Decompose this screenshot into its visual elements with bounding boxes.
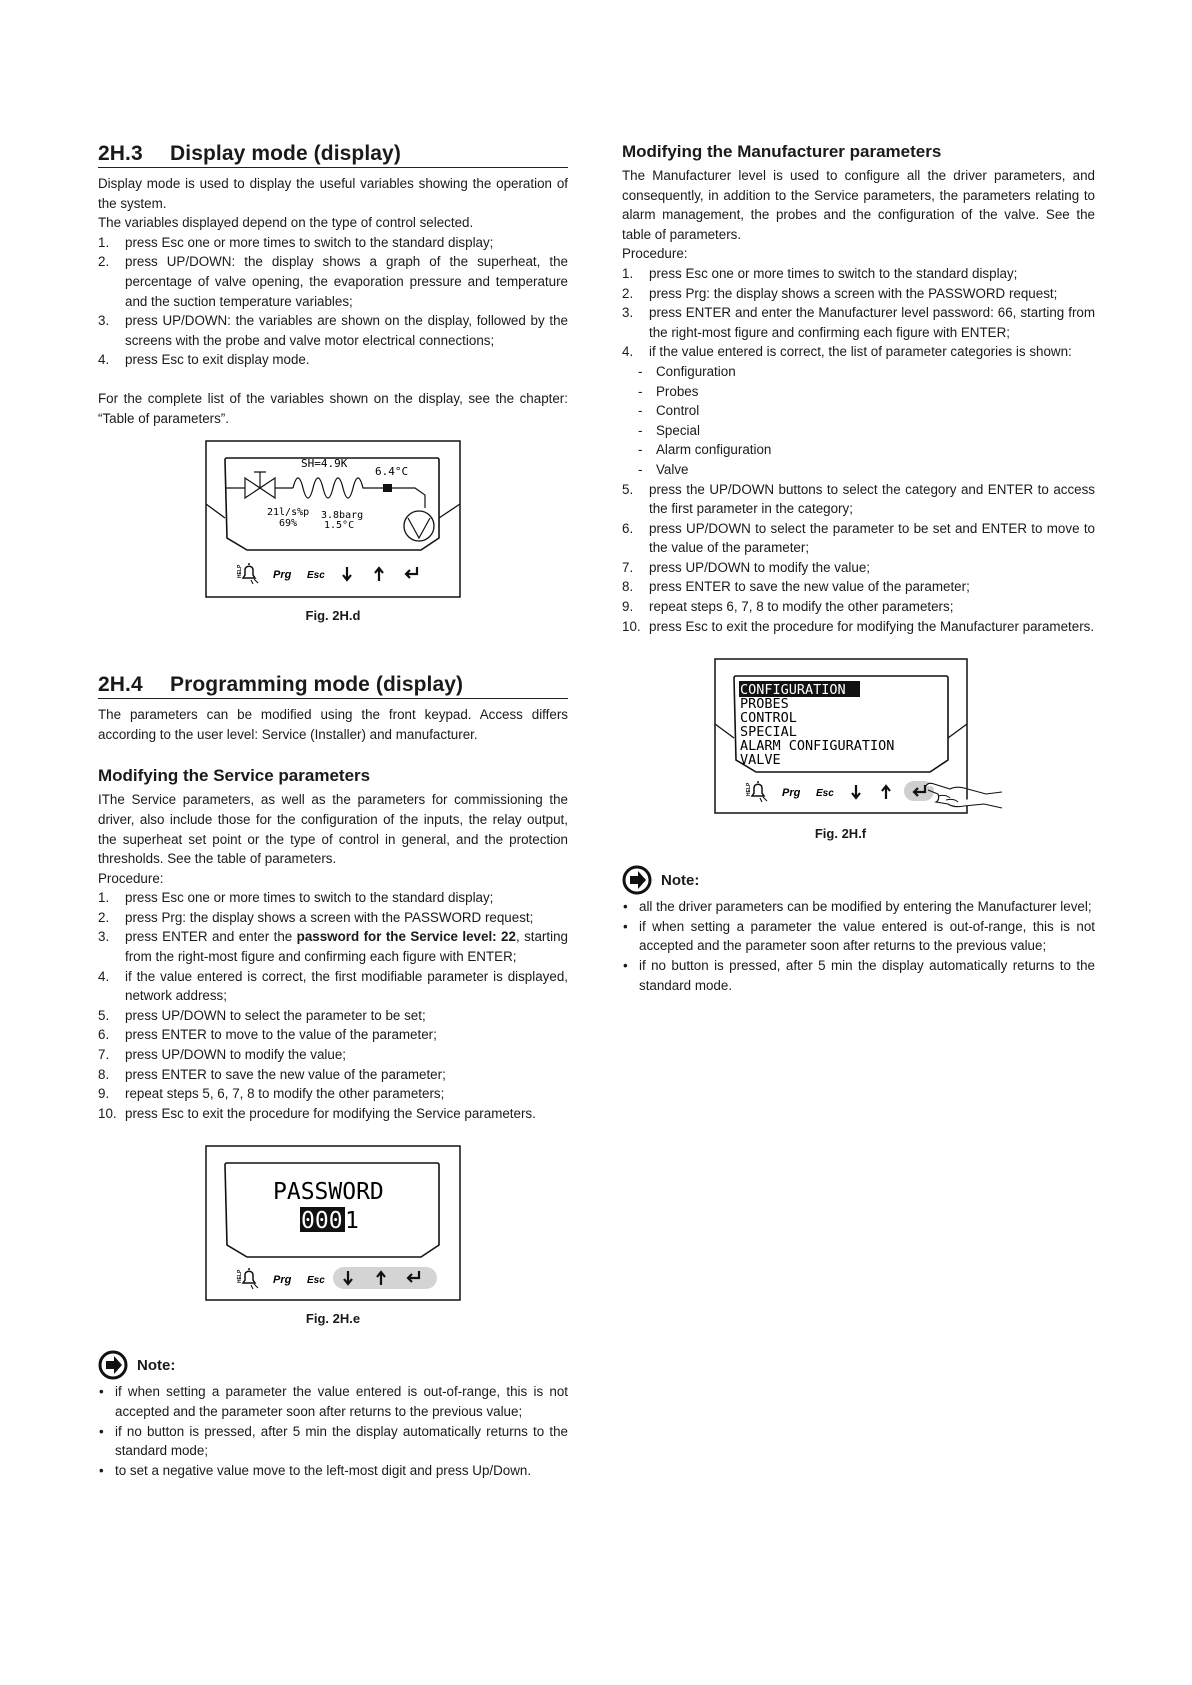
list-item: - Valve — [638, 461, 689, 477]
prg-key: Prg — [273, 569, 292, 582]
categories-list — [622, 362, 1095, 480]
menu-item-configuration: CONFIGURATION — [739, 682, 846, 699]
list-item: - Probes — [638, 383, 699, 399]
paragraph: Display mode is used to display the useful variables showing the operation of the system. — [98, 176, 568, 211]
prg-key: Prg — [273, 1274, 292, 1287]
list-item: 3. press ENTER and enter the password for the Service level: 22, starting from the right-most figure and confirming each figure with ENTER; — [98, 929, 568, 965]
paragraph: The parameters can be modified using the front keypad. Access differs according to the user level: Service (Installer) and manufacturer. — [98, 707, 568, 742]
note-arrow-icon — [98, 1350, 128, 1380]
lcd-flow: 21l/s%p — [267, 507, 310, 519]
list-item: - Alarm configuration — [638, 442, 772, 458]
menu-item-valve: VALVE — [739, 752, 781, 769]
section-title-programming-mode: 2H.4 Programming mode (display) — [98, 673, 568, 699]
list-item: 8. press ENTER to save the new value of the parameter; — [98, 1066, 446, 1082]
list-item: 6. press UP/DOWN to select the parameter to be set and ENTER to move to the value of the parameter; — [622, 520, 1095, 556]
list-item: - Control — [638, 403, 700, 419]
notes-list — [98, 1382, 568, 1480]
paragraph: The Manufacturer level is used to configure all the driver parameters, and consequently, in addition to the Service parameters, the parameters relating to alarm management, the probes and the configuration of the valve. See the table of parameters. — [622, 168, 1095, 242]
list-item: 1. press Esc one or more times to switch to the standard display; — [622, 265, 1018, 281]
figure-password-screen — [205, 1145, 461, 1303]
section-title-display-mode: 2H.3 Display mode (display) — [98, 142, 568, 168]
left-column — [98, 138, 568, 1480]
figure-display-graph — [205, 440, 461, 600]
right-column — [622, 138, 1095, 995]
list-item: 7. press UP/DOWN to modify the value; — [98, 1047, 347, 1063]
lcd-temperature: 6.4°C — [375, 465, 409, 479]
notes-list — [622, 897, 1095, 995]
prg-key: Prg — [781, 787, 800, 800]
list-item: 4. if the value entered is correct, the list of parameter categories is shown: — [622, 344, 1072, 360]
list-item: 1. press Esc one or more times to switch to the standard display; — [98, 234, 494, 250]
list-item: 7. press UP/DOWN to modify the value; — [622, 559, 871, 575]
subsection-title: Modifying the Manufacturer parameters — [622, 142, 942, 161]
menu-item-probes: PROBES — [739, 696, 789, 713]
esc-key: Esc — [307, 570, 325, 582]
list-item: 4. if the value entered is correct, the first modifiable parameter is displayed, network address; — [98, 968, 568, 1004]
list-item: 3. press UP/DOWN: the variables are shown on the display, followed by the screens with the probe and valve motor electrical connections; — [98, 313, 568, 348]
note-arrow-icon — [622, 865, 652, 895]
list-item: 4. press Esc to exit display mode. — [98, 352, 310, 368]
esc-key: Esc — [307, 1275, 325, 1287]
list-item: - Configuration — [638, 363, 736, 379]
figure-caption: Fig. 2H.e — [305, 1311, 361, 1327]
menu-item-alarm-configuration: ALARM CONFIGURATION — [739, 738, 894, 755]
help-label: HELP — [237, 1270, 243, 1284]
lcd-password-selected-digits: 000 — [301, 1208, 343, 1235]
menu-item-control: CONTROL — [739, 710, 797, 727]
list-item: 5. press the UP/DOWN buttons to select the category and ENTER to access the first parameter in the category; — [622, 481, 1095, 517]
paragraph: Procedure: — [98, 870, 164, 886]
steps-list — [622, 264, 1095, 362]
note-header: Note: — [98, 1350, 568, 1380]
help-label: HELP — [745, 782, 752, 797]
figure-caption: Fig. 2H.d — [305, 608, 361, 624]
list-item: 3. press ENTER and enter the Manufacturer level password: 66, starting from the right-most figure and confirming each figure with ENTER; — [622, 305, 1095, 340]
steps-list — [98, 888, 568, 1123]
subsection-title: Modifying the Service parameters — [98, 766, 371, 786]
list-item: 9. repeat steps 6, 7, 8 to modify the other parameters; — [622, 599, 954, 615]
lcd-password-digit: 1 — [345, 1208, 359, 1235]
esc-key: Esc — [815, 788, 834, 800]
list-item: 2. press Prg: the display shows a screen with the PASSWORD request; — [98, 909, 534, 925]
list-item: • to set a negative value move to the left-most digit and press Up/Down. — [99, 1462, 532, 1478]
list-item: 8. press ENTER to save the new value of the parameter; — [622, 579, 970, 595]
list-item: • if when setting a parameter the value entered is out-of-range, this is not accepted and the parameter soon after returns to the previous value; — [99, 1384, 568, 1419]
lcd-pressure: 3.8barg — [321, 510, 364, 522]
list-item: • if when setting a parameter the value entered is out-of-range, this is not accepted and the parameter soon after returns to the previous value; — [623, 918, 1095, 954]
note-header: Note: — [622, 865, 1095, 895]
list-item: 2. press Prg: the display shows a screen with the PASSWORD request; — [622, 285, 1058, 301]
figure-category-menu — [714, 658, 1004, 818]
list-item: • if no button is pressed, after 5 min the display automatically returns to the standard mode; — [99, 1423, 568, 1459]
list-item: • all the driver parameters can be modified by entering the Manufacturer level; — [623, 899, 1092, 915]
lcd-password-label: PASSWORD — [273, 1179, 384, 1206]
help-label: HELP — [237, 564, 243, 579]
menu-item-special: SPECIAL — [739, 724, 797, 741]
list-item: 10. press Esc to exit the procedure for modifying the Service parameters. — [98, 1105, 536, 1121]
list-item: 9. repeat steps 5, 6, 7, 8 to modify the other parameters; — [98, 1086, 445, 1102]
figure-caption: Fig. 2H.f — [814, 826, 867, 842]
paragraph: Procedure: — [622, 246, 688, 262]
list-item: • if no button is pressed, after 5 min the display automatically returns to the standard mode. — [623, 958, 1095, 993]
list-item: 10. press Esc to exit the procedure for modifying the Manufacturer parameters. — [622, 618, 1095, 634]
lcd-temperature-2: 1.5°C — [324, 520, 355, 532]
list-item: - Special — [638, 422, 700, 438]
list-item: 2. press UP/DOWN: the display shows a graph of the superheat, the percentage of valve opening, the evaporation pressure and temperature and the suction temperature variables; — [98, 254, 568, 309]
steps-list — [98, 233, 568, 370]
list-item: 5. press UP/DOWN to select the parameter to be set; — [98, 1007, 426, 1023]
paragraph: For the complete list of the variables shown on the display, see the chapter: “Table of parameters”. — [98, 390, 568, 426]
lcd-valve-percent: 69% — [279, 518, 298, 530]
paragraph: The variables displayed depend on the type of control selected. — [98, 215, 474, 231]
lcd-superheat: SH=4.9K — [301, 457, 348, 471]
list-item: 1. press Esc one or more times to switch to the standard display; — [98, 890, 494, 906]
paragraph: IThe Service parameters, as well as the parameters for commissioning the driver, also include those for the configuration of the inputs, the relay output, the superheat set point or the type of control in general, and the protection thresholds. See the table of parameters. — [98, 792, 568, 867]
steps-list — [622, 480, 1095, 637]
list-item: 6. press ENTER to move to the value of the parameter; — [98, 1027, 437, 1043]
